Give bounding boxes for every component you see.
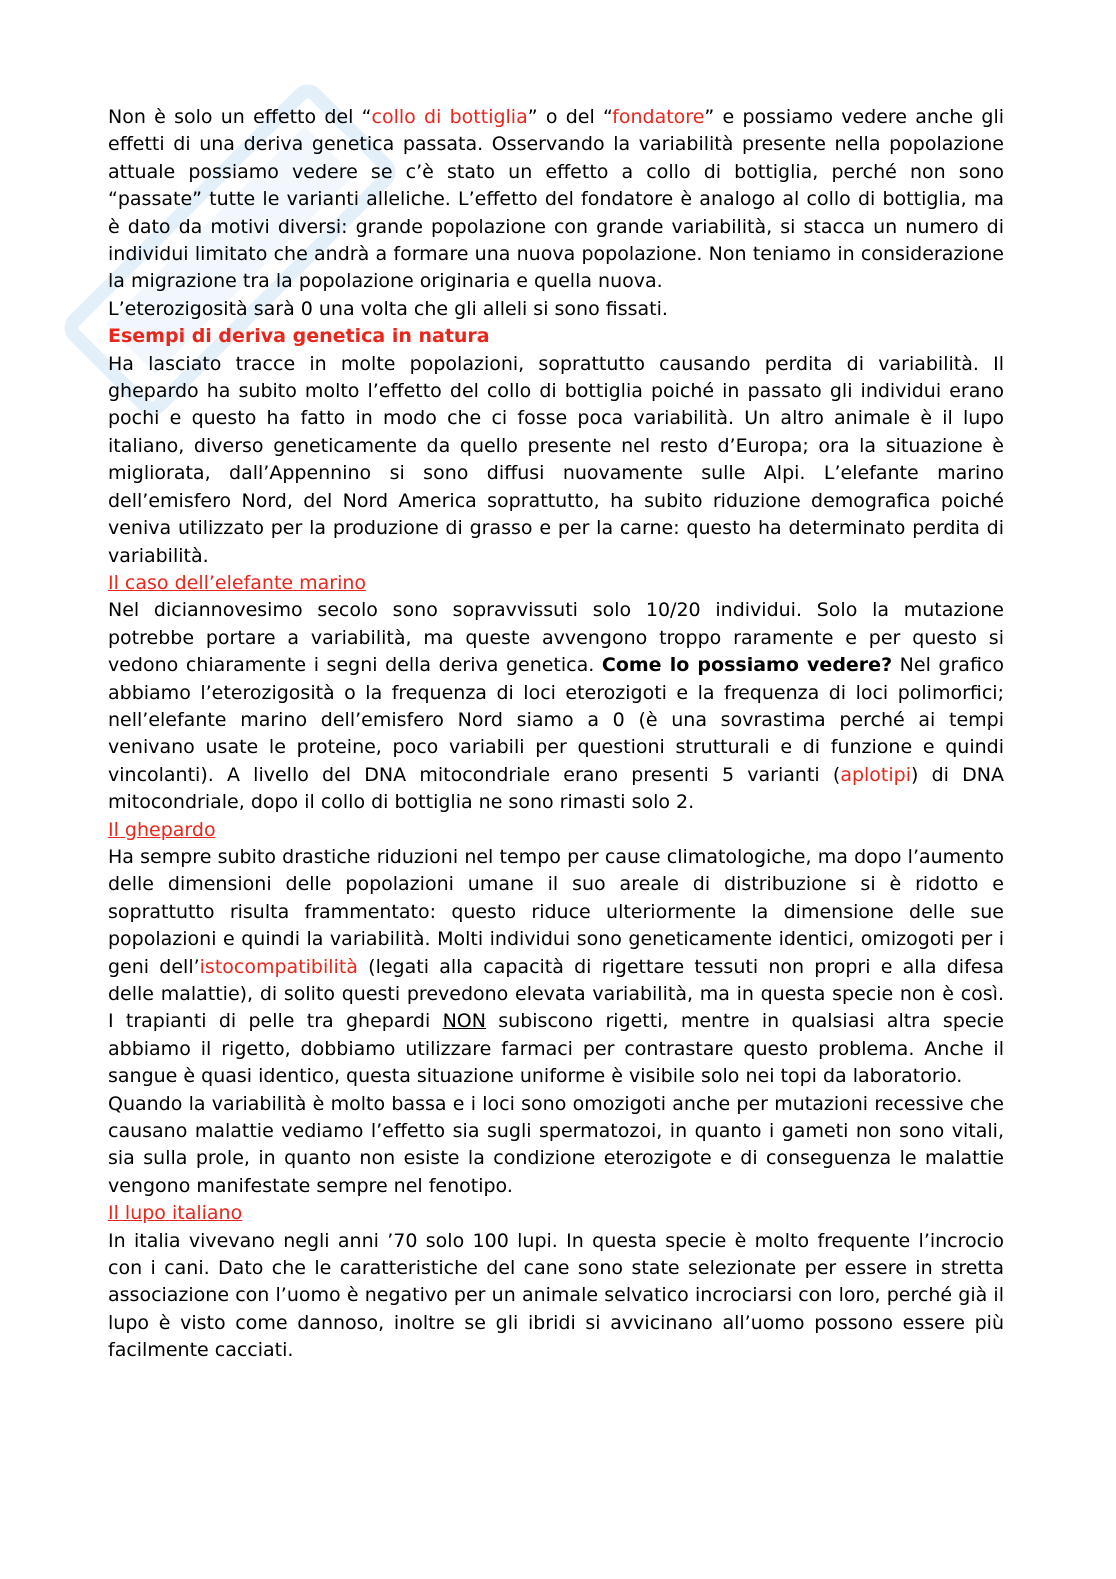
subheading-elefante-marino: Il caso dell’elefante marino bbox=[108, 571, 367, 594]
term-fondatore: fondatore bbox=[612, 106, 705, 128]
subheading-lupo-italiano: Il lupo italiano bbox=[108, 1202, 243, 1225]
paragraph-esempi: Ha lasciato tracce in molte popolazioni, soprattutto causando perdita di variabilità. Il ghepardo ha subito molto l’effetto del collo di bottiglia poiché in passato gli individui erano pochi e questo ha fatto in modo che ci fosse poca variabilità. Un altro animale è il lupo italiano, diverso geneticamente da quello presente nel resto d’Europa; ora la situazione è migliorata, dall’Appennino si sono diffusi nuovamente sulle Alpi. L’elefante marino dell’emisfero Nord, del Nord America soprattutto, ha subito riduzione demografica poiché veniva utilizzato per la produzione di grasso e per la carne: questo ha determinato perdita di variabilità. bbox=[108, 352, 1004, 567]
document-body bbox=[108, 104, 1004, 1365]
paragraph-lupo-italiano: In italia vivevano negli anni ’70 solo 100 lupi. In questa specie è molto frequente l’incrocio con i cani. Dato che le caratteristiche del cane sono state selezionate per essere in stretta associazione con l’uomo è negativo per un animale selvatico incrociarsi con loro, perché già il lupo è visto come dannoso, inoltre se gli ibridi si avvicinano all’uomo possono essere più facilmente cacciati. bbox=[108, 1229, 1004, 1362]
underlined-non: NON bbox=[442, 1010, 486, 1033]
term-collo-di-bottiglia: collo di bottiglia bbox=[371, 106, 528, 128]
paragraph-intro: Non è solo un effetto del “collo di bottiglia” o del “fondatore” e possiamo vedere anche gli effetti di una deriva genetica passata. Osservando la variabilità presente nella popolazione attuale possiamo vedere se c’è stato un effetto a collo di bottiglia, perché non sono “passate” tutte le varianti alleliche. L’effetto del fondatore è analogo al collo di bottiglia, ma è dato da motivi diversi: grande popolazione con grande variabilità, si stacca un numero di individui limitato che andrà a formare una nuova popolazione. Non teniamo in considerazione la migrazione tra la popolazione originaria e quella nuova. bbox=[108, 106, 1004, 293]
paragraph-elefante-marino: Nel diciannovesimo secolo sono sopravvissuti solo 10/20 individui. Solo la mutazione potrebbe portare a variabilità, ma queste avvengono troppo raramente e per questo si vedono chiaramente i segni della deriva genetica. Come lo possiamo vedere? Nel grafico abbiamo l’eterozigosità o la frequenza di loci eterozigoti e la frequenza di loci polimorfici; nell’elefante marino dell’emisfero Nord siamo a 0 (è una sovrastima perché ai tempi venivano usate le proteine, poco variabili per questioni strutturali e di funzione e quindi vincolanti). A livello del DNA mitocondriale erano presenti 5 varianti (aplotipi) di DNA mitocondriale, dopo il collo di bottiglia ne sono rimasti solo 2. bbox=[108, 599, 1004, 814]
paragraph-eterozigosita: L’eterozigosità sarà 0 una volta che gli alleli si sono fissati. bbox=[108, 297, 668, 320]
paragraph-ghepardo: Ha sempre subito drastiche riduzioni nel tempo per cause climatologiche, ma dopo l’aumento delle dimensioni delle popolazioni umane il suo areale di distribuzione si è ridotto e soprattutto risulta frammentato: questo riduce ulteriormente la dimensione delle sue popolazioni e quindi la variabilità. Molti individui sono geneticamente identici, omizogoti per i geni dell’istocompatibilità (legati alla capacità di rigettare tessuti non propri e alla difesa delle malattie), di solito questi prevedono elevata variabilità, ma in questa specie non è così. I trapianti di pelle tra ghepardi NON subiscono rigetti, mentre in qualsiasi altra specie abbiamo il rigetto, dobbiamo utilizzare farmaci per contrastare questo problema. Anche il sangue è quasi identico, questa situazione uniforme è visibile solo nei topi da laboratorio. bbox=[108, 845, 1004, 1088]
paragraph-variabilita: Quando la variabilità è molto bassa e i loci sono omozigoti anche per mutazioni recessive che causano malattie vediamo l’effetto sia sugli spermatozoi, in quanto i gameti non sono vitali, sia sulla prole, in quanto non esiste la condizione eterozigote e di conseguenza le malattie vengono manifestate sempre nel fenotipo. bbox=[108, 1092, 1004, 1197]
term-aplotipi: aplotipi bbox=[840, 763, 911, 786]
term-istocompatibilita: istocompatibilità bbox=[199, 955, 358, 978]
bold-question: Come lo possiamo vedere? bbox=[601, 654, 893, 677]
section-heading: Esempi di deriva genetica in natura bbox=[108, 325, 490, 348]
subheading-ghepardo: Il ghepardo bbox=[108, 818, 216, 841]
